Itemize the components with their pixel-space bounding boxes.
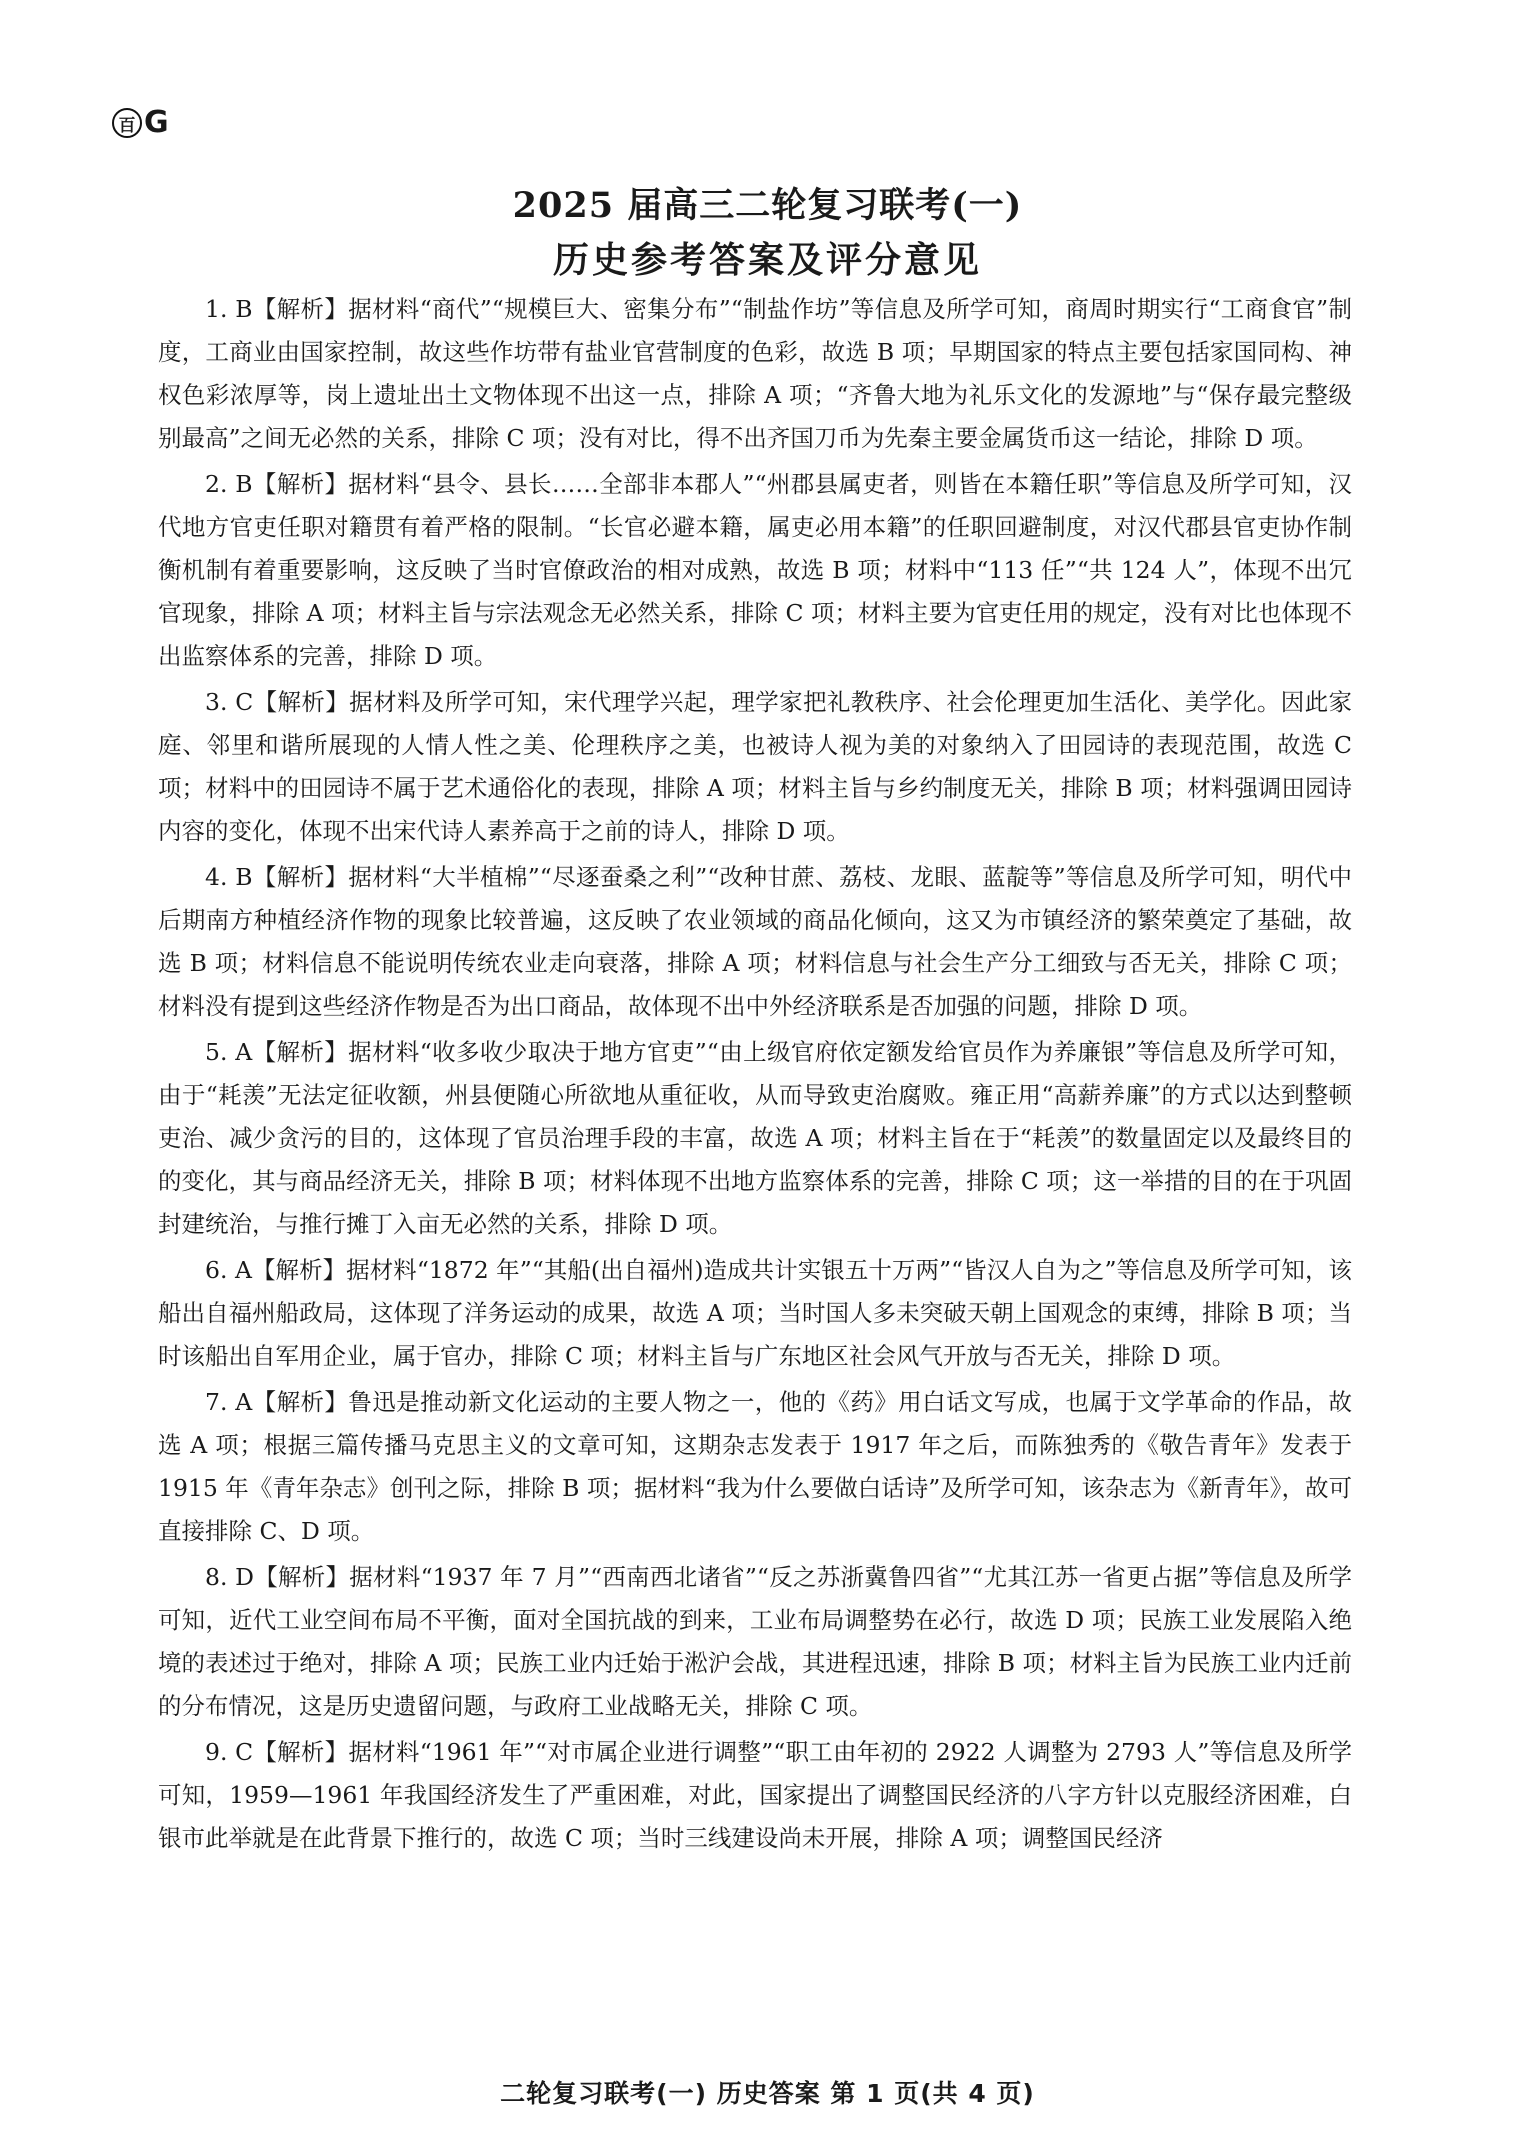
publisher-logo (112, 105, 169, 140)
exam-title: 2025 届高三二轮复习联考(一) (512, 185, 1023, 226)
logo-circle: 百 (112, 108, 142, 138)
answer-list (158, 288, 1352, 1863)
answer-item-6: 6. A【解析】据材料“1872 年”“其船(出自福州)造成共计实银五十万两”“皆汉人自为之”等信息及所学可知，该船出自福州船政局，这体现了洋务运动的成果，故选 A 项；当时国人多未突破天朝上国观念的束缚，排除 B 项；当时该船出自军用企业，属于官办，排除 C 项；材料主旨与广东地区社会风气开放与否无关，排除 D 项。 (158, 1256, 1352, 1370)
answer-item-2: 2. B【解析】据材料“县令、县长……全部非本郡人”“州郡县属吏者，则皆在本籍任职”等信息及所学可知，汉代地方官吏任职对籍贯有着严格的限制。“长官必避本籍，属吏必用本籍”的任职回避制度，对汉代郡县官吏协作制衡机制有着重要影响，这反映了当时官僚政治的相对成熟，故选 B 项；材料中“113 任”“共 124 人”，体现不出冗官现象，排除 A 项；材料主旨与宗法观念无必然关系，排除 C 项；材料主要为官吏任用的规定，没有对比也体现不出监察体系的完善，排除 D 项。 (158, 470, 1352, 670)
page-footer: 二轮复习联考(一) 历史答案 第 1 页(共 4 页) (500, 2079, 1035, 2108)
logo-letter: G (144, 105, 169, 140)
answer-item-1: 1. B【解析】据材料“商代”“规模巨大、密集分布”“制盐作坊”等信息及所学可知，商周时期实行“工商食官”制度，工商业由国家控制，故这些作坊带有盐业官营制度的色彩，故选 B 项；早期国家的特点主要包括家国同构、神权色彩浓厚等，岗上遗址出土文物体现不出这一点，排除 A 项；“齐鲁大地为礼乐文化的发源地”与“保存最完整级别最高”之间无必然的关系，排除 C 项；没有对比，得不出齐国刀币为先秦主要金属货币这一结论，排除 D 项。 (158, 295, 1352, 452)
answer-item-7: 7. A【解析】鲁迅是推动新文化运动的主要人物之一，他的《药》用白话文写成，也属于文学革命的作品，故选 A 项；根据三篇传播马克思主义的文章可知，这期杂志发表于 1917 年之后，而陈独秀的《敬告青年》发表于 1915 年《青年杂志》创刊之际，排除 B 项；据材料“我为什么要做白话诗”及所学可知，该杂志为《新青年》，故可直接排除 C、D 项。 (158, 1388, 1352, 1545)
answer-item-3: 3. C【解析】据材料及所学可知，宋代理学兴起，理学家把礼教秩序、社会伦理更加生活化、美学化。因此家庭、邻里和谐所展现的人情人性之美、伦理秩序之美，也被诗人视为美的对象纳入了田园诗的表现范围，故选 C 项；材料中的田园诗不属于艺术通俗化的表现，排除 A 项；材料主旨与乡约制度无关，排除 B 项；材料强调田园诗内容的变化，体现不出宋代诗人素养高于之前的诗人，排除 D 项。 (158, 688, 1352, 845)
answer-item-5: 5. A【解析】据材料“收多收少取决于地方官吏”“由上级官府依定额发给官员作为养廉银”等信息及所学可知，由于“耗羡”无法定征收额，州县便随心所欲地从重征收，从而导致吏治腐败。雍正用“高薪养廉”的方式以达到整顿吏治、减少贪污的目的，这体现了官员治理手段的丰富，故选 A 项；材料主旨在于“耗羡”的数量固定以及最终目的的变化，其与商品经济无关，排除 B 项；材料体现不出地方监察体系的完善，排除 C 项；这一举措的目的在于巩固封建统治，与推行摊丁入亩无必然的关系，排除 D 项。 (158, 1038, 1352, 1238)
answer-item-4: 4. B【解析】据材料“大半植棉”“尽逐蚕桑之利”“改种甘蔗、荔枝、龙眼、蓝靛等”等信息及所学可知，明代中后期南方种植经济作物的现象比较普遍，这反映了农业领域的商品化倾向，这又为市镇经济的繁荣奠定了基础，故选 B 项；材料信息不能说明传统农业走向衰落，排除 A 项；材料信息与社会生产分工细致与否无关，排除 C 项；材料没有提到这些经济作物是否为出口商品，故体现不出中外经济联系是否加强的问题，排除 D 项。 (158, 863, 1352, 1020)
answer-item-8: 8. D【解析】据材料“1937 年 7 月”“西南西北诸省”“反之苏浙冀鲁四省”“尤其江苏一省更占据”等信息及所学可知，近代工业空间布局不平衡，面对全国抗战的到来，工业布局调整势在必行，故选 D 项；民族工业发展陷入绝境的表述过于绝对，排除 A 项；民族工业内迁始于淞沪会战，其进程迅速，排除 B 项；材料主旨为民族工业内迁前的分布情况，这是历史遗留问题，与政府工业战略无关，排除 C 项。 (158, 1563, 1352, 1720)
answer-item-9: 9. C【解析】据材料“1961 年”“对市属企业进行调整”“职工由年初的 2922 人调整为 2793 人”等信息及所学可知，1959—1961 年我国经济发生了严重困难，对此，国家提出了调整国民经济的八字方针以克服经济困难，白银市此举就是在此背景下推行的，故选 C 项；当时三线建设尚未开展，排除 A 项；调整国民经济 (158, 1738, 1352, 1852)
answer-subtitle: 历史参考答案及评分意见 (552, 240, 982, 281)
